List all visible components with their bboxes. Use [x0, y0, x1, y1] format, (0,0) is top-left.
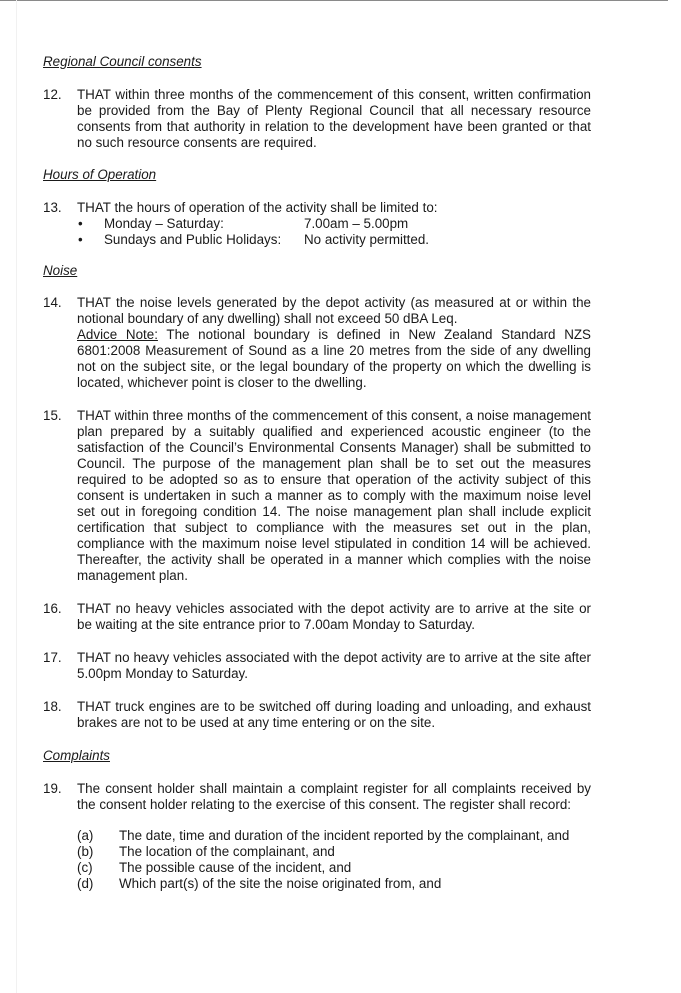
- condition-18: [43, 699, 591, 731]
- heading-complaints: Complaints: [43, 748, 110, 763]
- item-text: Which part(s) of the site the noise originated from, and: [119, 876, 442, 891]
- item-letter: (c): [77, 860, 93, 875]
- condition-12: [43, 87, 591, 151]
- hours-value: 7.00am – 5.00pm: [304, 216, 409, 231]
- item-letter: (d): [77, 876, 94, 891]
- condition-number: 15.: [43, 408, 62, 423]
- condition-text: THAT the noise levels generated by the depot activity (as measured at or within the notional boundary of any dwelling) shall not exceed 50 dBA Leq.: [77, 295, 591, 326]
- condition-15: [43, 408, 591, 584]
- list-item: [77, 216, 591, 232]
- condition-text: THAT within three months of the commencement of this consent, a noise management plan prepared by a suitably qualified and experienced acoustic engineer (to the satisfaction of the Council’s Environmental Consents Manager) shall be submitted to Council. The purpose of the management plan shall be to set out the measures required to be adopted so as to ensure that operation of the activity subject of this consent is undertaken in such a manner as to comply with the maximum noise level set out in foregoing condition 14. The noise management plan shall include explicit certification that subject to compliance with the measures set out in the plan, compliance with the maximum noise level stipulated in condition 14 will be achieved. Thereafter, the activity shall be operated in a manner which complies with the noise management plan.: [77, 408, 591, 583]
- advice-note: [77, 327, 591, 391]
- condition-14: [43, 295, 591, 391]
- days-label: Monday – Saturday:: [104, 216, 224, 231]
- item-text: The location of the complainant, and: [119, 844, 335, 859]
- condition-19: [43, 781, 591, 892]
- condition-text: THAT within three months of the commencement of this consent, written confirmation be provided from the Bay of Plenty Regional Council that all necessary resource consents from that authority in relation to the development have been granted or that no such resource consents are required.: [77, 87, 591, 150]
- condition-16: [43, 601, 591, 633]
- list-item: [77, 828, 591, 844]
- list-item: [77, 844, 591, 860]
- condition-text: The consent holder shall maintain a complaint register for all complaints received by the consent holder relating to the exercise of this consent. The register shall record:: [77, 781, 591, 812]
- condition-number: 18.: [43, 699, 62, 714]
- item-text: The possible cause of the incident, and: [119, 860, 352, 875]
- page-left-edge: [16, 0, 17, 993]
- hours-list: [77, 216, 591, 248]
- condition-number: 17.: [43, 650, 62, 665]
- document-page: [43, 54, 591, 892]
- condition-text: THAT no heavy vehicles associated with the depot activity are to arrive at the site after 5.00pm Monday to Saturday.: [77, 650, 591, 681]
- list-item: [77, 876, 591, 892]
- condition-13: [43, 200, 591, 248]
- condition-text: THAT no heavy vehicles associated with the depot activity are to arrive at the site or be waiting at the site entrance prior to 7.00am Monday to Saturday.: [77, 601, 591, 632]
- condition-text: THAT truck engines are to be switched off during loading and unloading, and exhaust brakes are not to be used at any time entering or on the site.: [77, 699, 591, 730]
- condition-text: THAT the hours of operation of the activity shall be limited to:: [77, 200, 438, 215]
- advice-note-text: The notional boundary is defined in New Zealand Standard NZS 6801:2008 Measurement of Sound as a line 20 metres from the side of any dwelling not on the subject site, or the legal boundary of the property on which the dwelling is located, whichever point is closer to the dwelling.: [77, 327, 591, 390]
- days-label: Sundays and Public Holidays:: [104, 232, 282, 247]
- condition-17: [43, 650, 591, 682]
- item-text: The date, time and duration of the incident reported by the complainant, and: [119, 828, 570, 843]
- list-item: [77, 232, 591, 248]
- heading-noise: Noise: [43, 263, 78, 278]
- condition-number: 12.: [43, 87, 62, 102]
- page-top-border: [0, 0, 668, 1]
- advice-note-label: Advice Note:: [77, 327, 158, 342]
- item-letter: (a): [77, 828, 94, 843]
- bullet-icon: •: [78, 232, 83, 247]
- heading-regional-council-consents: Regional Council consents: [43, 54, 202, 69]
- heading-hours-of-operation: Hours of Operation: [43, 167, 157, 182]
- condition-number: 13.: [43, 200, 62, 215]
- item-letter: (b): [77, 844, 94, 859]
- list-item: [77, 860, 591, 876]
- bullet-icon: •: [78, 216, 83, 231]
- hours-value: No activity permitted.: [304, 232, 430, 247]
- condition-number: 14.: [43, 295, 62, 310]
- condition-number: 16.: [43, 601, 62, 616]
- condition-number: 19.: [43, 781, 62, 796]
- register-items: [77, 828, 591, 892]
